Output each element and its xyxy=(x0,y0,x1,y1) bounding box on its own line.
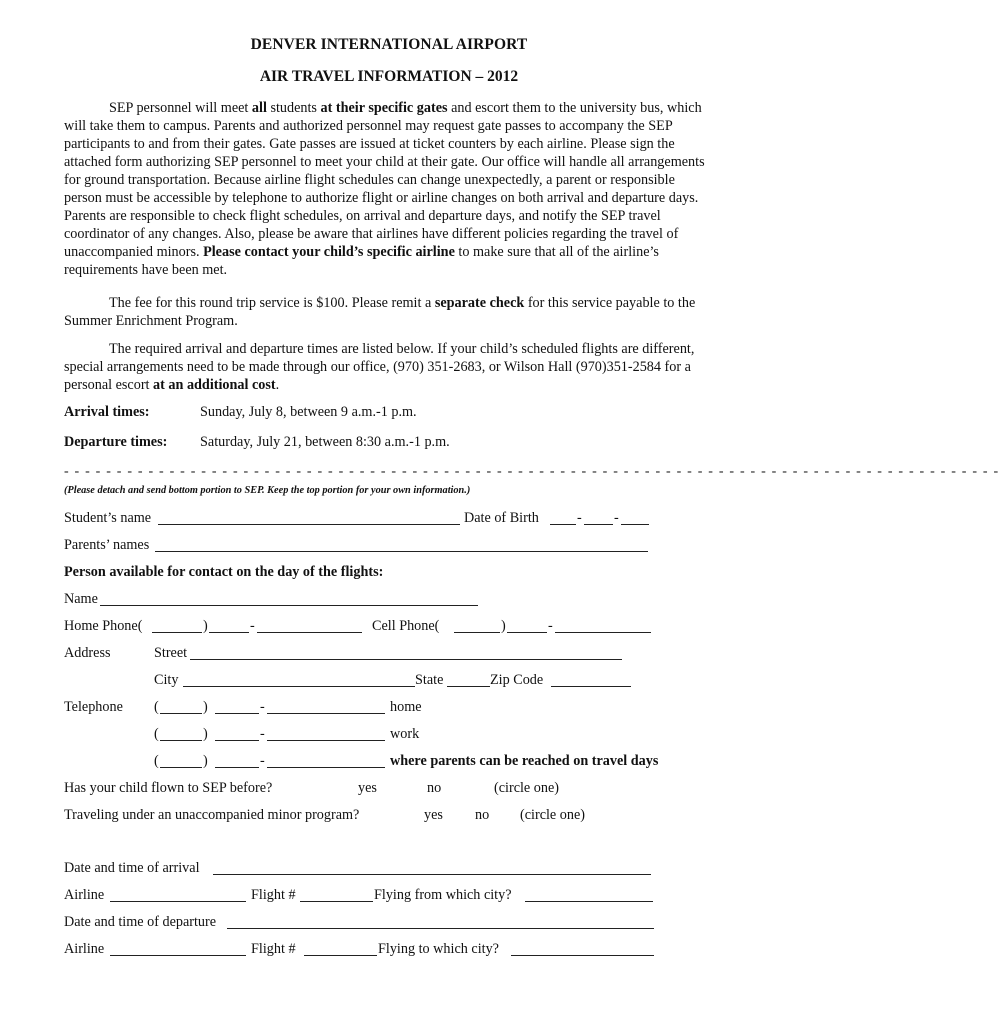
fee-paragraph xyxy=(64,294,714,330)
student-row xyxy=(64,509,714,536)
detach-line: - - - - - - - - - - - - - - - - - - - - - - - - - - - - - - - - - - - - - - - - - - - - - - - - - - - - - - - - - - - - - - - - - - - - - - - - - - - - - - - - - - - - - - - - - xyxy=(64,464,999,479)
label: (circle one) xyxy=(520,807,585,823)
tel-work-area-field[interactable] xyxy=(160,725,202,741)
label: - xyxy=(260,726,265,742)
unaccompanied-no-option[interactable]: no xyxy=(475,807,490,823)
label: Student’s name xyxy=(64,510,152,526)
flown-no-option[interactable]: no xyxy=(427,780,442,796)
label: Flight # xyxy=(251,941,296,957)
departure-datetime-field[interactable] xyxy=(227,913,654,929)
text: to make sure that all of the airline’s requirements have been met. xyxy=(64,244,659,278)
label: - xyxy=(548,618,553,634)
text: and escort them to the university bus, which will take them to campus. Parents and authorized personnel may request gate passes to accompany the SEP participants to and from their gates. Gate passes are issued at ticket counters by each airline. Please sign the attached form authorizing SEP personnel to meet your child at their gate. Our office will handle all arrangements for ground transportation. Because airline flight schedules can change unexpectedly, a parent or responsible person must be accessible by telephone to authorize flight or airline changes on both arrival and departure days. Parents are responsible to check flight schedules, on arrival and departure days, and notify the SEP travel coordinator of any changes. Also, please be aware that airlines have different policies regarding the travel of unaccompanied minors. xyxy=(64,100,705,260)
dob-day-field[interactable] xyxy=(584,509,613,525)
flown-before-row xyxy=(64,779,714,806)
departure-airline-field[interactable] xyxy=(110,940,246,956)
label: - xyxy=(614,510,619,526)
label: ) xyxy=(203,699,208,715)
home-prefix-field[interactable] xyxy=(209,617,249,633)
arrival-flight-field[interactable] xyxy=(300,886,373,902)
contact-name-field[interactable] xyxy=(100,590,478,606)
city-field[interactable] xyxy=(183,671,415,687)
label: Flight # xyxy=(251,887,296,903)
label: Address xyxy=(64,645,111,661)
tel-home-prefix-field[interactable] xyxy=(215,698,259,714)
label: Traveling under an unaccompanied minor program? xyxy=(64,807,360,823)
label: Has your child flown to SEP before? xyxy=(64,780,273,796)
zip-field[interactable] xyxy=(551,671,631,687)
parents-names-field[interactable] xyxy=(155,536,648,552)
label: where parents can be reached on travel days xyxy=(390,753,659,769)
arrival-datetime-row xyxy=(64,859,714,886)
label: Home Phone( xyxy=(64,618,143,634)
cell-number-field[interactable] xyxy=(555,617,651,633)
phone-row xyxy=(64,617,714,644)
telephone-work-row xyxy=(64,725,714,752)
cell-area-code-field[interactable] xyxy=(454,617,500,633)
unaccompanied-yes-option[interactable]: yes xyxy=(424,807,443,823)
label: Name xyxy=(64,591,98,607)
text: The required arrival and departure times are listed below. If your child’s scheduled flights are different, special arrangements need to be made through our office, (970) 351-2683, or Wilson Hall (970)351-2584 for a personal escort xyxy=(64,341,695,393)
arrival-label: Arrival times: xyxy=(64,404,150,420)
arrival-row xyxy=(64,403,714,433)
departure-city-field[interactable] xyxy=(511,940,654,956)
street-row xyxy=(64,644,714,671)
bold-text: at an additional cost xyxy=(153,377,276,393)
label: - xyxy=(250,618,255,634)
tel-travel-number-field[interactable] xyxy=(267,752,385,768)
flown-yes-option[interactable]: yes xyxy=(358,780,377,796)
label: ( xyxy=(154,753,159,769)
telephone-home-row xyxy=(64,698,714,725)
tel-work-number-field[interactable] xyxy=(267,725,385,741)
arrival-value: Sunday, July 8, between 9 a.m.-1 p.m. xyxy=(200,404,417,420)
text: SEP personnel will meet xyxy=(109,100,252,116)
label: Date and time of departure xyxy=(64,914,217,930)
label: Airline xyxy=(64,941,105,957)
label: - xyxy=(260,699,265,715)
label: Parents’ names xyxy=(64,537,150,553)
dob-month-field[interactable] xyxy=(550,509,576,525)
text: The fee for this round trip service is $100. Please remit a xyxy=(109,295,435,311)
label: Street xyxy=(154,645,188,661)
bold-text: at their specific gates xyxy=(320,100,448,116)
home-number-field[interactable] xyxy=(257,617,362,633)
departure-flight-row xyxy=(64,940,714,967)
intro-paragraph xyxy=(64,99,714,279)
label: Date of Birth xyxy=(464,510,539,526)
label: State xyxy=(415,672,444,688)
detach-note: (Please detach and send bottom portion to SEP. Keep the top portion for your own information.) xyxy=(64,485,471,496)
city-row xyxy=(64,671,714,698)
contact-name-row xyxy=(64,590,714,617)
label: ( xyxy=(154,726,159,742)
street-field[interactable] xyxy=(190,644,622,660)
times-table xyxy=(64,403,714,463)
text: for this service payable to the Summer Enrichment Program. xyxy=(64,295,696,329)
arrival-datetime-field[interactable] xyxy=(213,859,651,875)
label: ) xyxy=(203,618,208,634)
bold-text: Please contact your child’s specific airline xyxy=(203,244,455,260)
bold-text: separate check xyxy=(434,295,525,311)
tel-home-number-field[interactable] xyxy=(267,698,385,714)
arrival-airline-field[interactable] xyxy=(110,886,246,902)
label: City xyxy=(154,672,179,688)
label: Zip Code xyxy=(490,672,544,688)
student-name-field[interactable] xyxy=(158,509,460,525)
tel-work-prefix-field[interactable] xyxy=(215,725,259,741)
document-subtitle: AIR TRAVEL INFORMATION – 2012 xyxy=(259,68,519,85)
tel-travel-area-field[interactable] xyxy=(160,752,202,768)
departure-datetime-row xyxy=(64,913,714,940)
unaccompanied-row xyxy=(64,806,714,833)
bold-text: all xyxy=(251,100,267,116)
label: - xyxy=(577,510,582,526)
tel-travel-prefix-field[interactable] xyxy=(215,752,259,768)
state-field[interactable] xyxy=(447,671,490,687)
contact-heading: Person available for contact on the day of the flights: xyxy=(64,564,384,580)
arrival-flight-row xyxy=(64,886,714,913)
departure-value: Saturday, July 21, between 8:30 a.m.-1 p.m. xyxy=(200,434,450,450)
label: (circle one) xyxy=(494,780,559,796)
label: ) xyxy=(203,753,208,769)
departure-label: Departure times: xyxy=(64,434,168,450)
home-area-code-field[interactable] xyxy=(152,617,202,633)
cell-prefix-field[interactable] xyxy=(507,617,547,633)
label: - xyxy=(260,753,265,769)
label: Flying to which city? xyxy=(378,941,499,957)
label: Telephone xyxy=(64,699,123,715)
contact-heading-row xyxy=(64,563,714,590)
label: Airline xyxy=(64,887,105,903)
label: Date and time of arrival xyxy=(64,860,200,876)
label: work xyxy=(390,726,420,742)
times-paragraph xyxy=(64,340,714,394)
label: home xyxy=(390,699,422,715)
label: ) xyxy=(203,726,208,742)
document-page xyxy=(64,36,999,967)
parents-row xyxy=(64,536,714,563)
label: Flying from which city? xyxy=(374,887,512,903)
text: students xyxy=(266,100,321,116)
label: ) xyxy=(501,618,506,634)
dob-year-field[interactable] xyxy=(621,509,649,525)
departure-row xyxy=(64,433,714,463)
label: ( xyxy=(154,699,159,715)
departure-flight-field[interactable] xyxy=(304,940,377,956)
document-title: DENVER INTERNATIONAL AIRPORT xyxy=(250,36,528,53)
telephone-travel-row xyxy=(64,752,714,779)
text: . xyxy=(275,377,280,393)
tel-home-area-field[interactable] xyxy=(160,698,202,714)
arrival-city-field[interactable] xyxy=(525,886,653,902)
label: Cell Phone( xyxy=(372,618,440,634)
